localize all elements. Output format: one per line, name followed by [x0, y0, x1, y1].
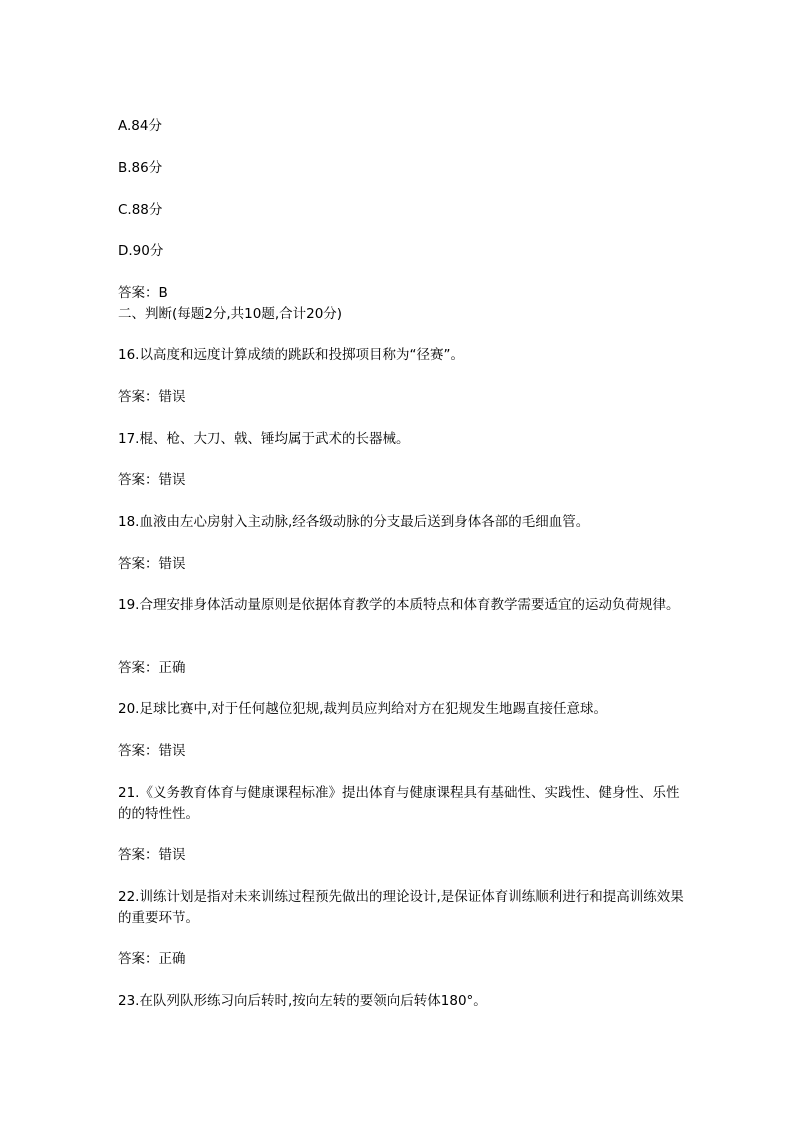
question-22: 22.训练计划是指对未来训练过程预先做出的理论设计,是保证体育训练顺利进行和提高训练效果的重要环节。 [118, 889, 684, 926]
answer-21: 答案：错误 [118, 847, 186, 863]
option-b: B.86分 [118, 160, 163, 176]
answer-20: 答案：错误 [118, 743, 186, 759]
option-c: C.88分 [118, 202, 163, 218]
question-17: 17.棍、枪、大刀、戟、锤均属于武术的长器械。 [118, 431, 410, 447]
answer-22: 答案：正确 [118, 951, 186, 967]
question-16: 16.以高度和远度计算成绩的跳跃和投掷项目称为“径赛”。 [118, 347, 464, 363]
option-a: A.84分 [118, 118, 162, 134]
answer-18: 答案：错误 [118, 556, 186, 572]
answer-16: 答案：错误 [118, 389, 186, 405]
answer-17: 答案：错误 [118, 472, 186, 488]
question-20: 20.足球比赛中,对于任何越位犯规,裁判员应判给对方在犯规发生地踢直接任意球。 [118, 701, 608, 717]
section-heading: 二、判断(每题2分,共10题,合计20分) [118, 306, 343, 322]
answer-prev: 答案：B [118, 285, 168, 301]
option-d: D.90分 [118, 243, 164, 259]
question-23: 23.在队列队形练习向后转时,按向左转的要领向后转体180°。 [118, 993, 487, 1009]
question-19: 19.合理安排身体活动量原则是依据体育教学的本质特点和体育教学需要适宜的运动负荷规律。 [118, 597, 680, 613]
question-18: 18.血液由左心房射入主动脉,经各级动脉的分支最后送到身体各部的毛细血管。 [118, 514, 590, 530]
answer-19: 答案：正确 [118, 660, 186, 676]
question-21: 21.《义务教育体育与健康课程标准》提出体育与健康课程具有基础性、实践性、健身性、乐性的的特性性。 [118, 785, 680, 822]
